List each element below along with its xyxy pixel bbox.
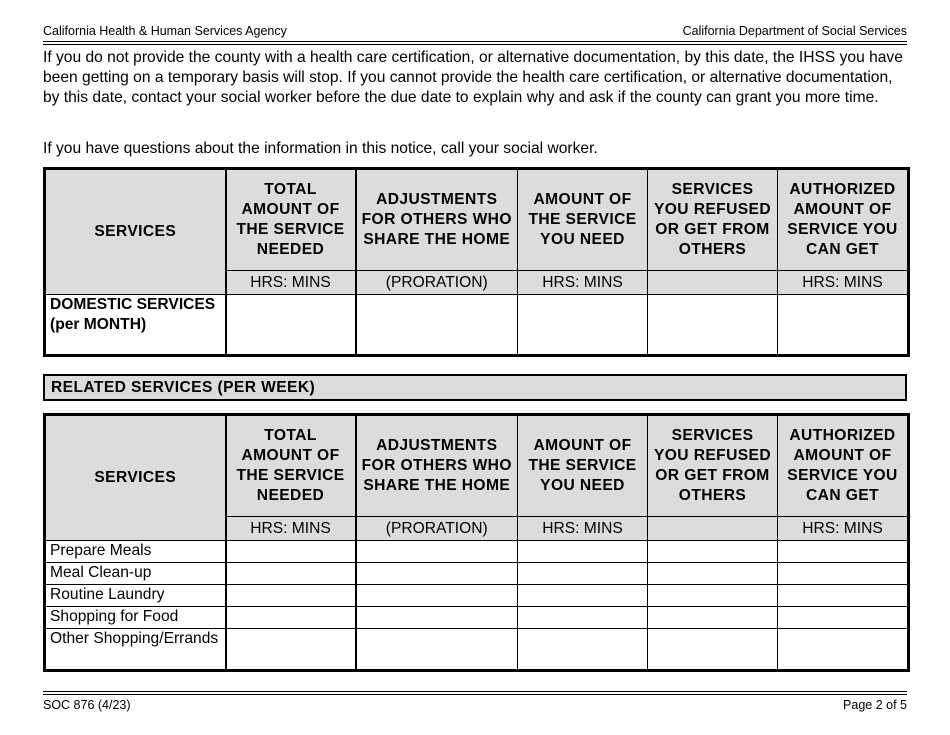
cell-refused[interactable] bbox=[648, 295, 778, 356]
cell-authorized[interactable] bbox=[778, 585, 909, 607]
unit-proration: (PRORATION) bbox=[356, 517, 518, 541]
unit-hrs-mins: HRS: MINS bbox=[518, 271, 648, 295]
cell-authorized[interactable] bbox=[778, 563, 909, 585]
col-amount-you-need: AMOUNT OF THE SERVICE YOU NEED bbox=[518, 415, 648, 517]
table-row bbox=[45, 563, 909, 585]
cell-total-needed[interactable] bbox=[226, 607, 356, 629]
cell-refused[interactable] bbox=[648, 607, 778, 629]
col-services: SERVICES bbox=[45, 169, 226, 295]
table-row bbox=[45, 541, 909, 563]
cell-amount-you-need[interactable] bbox=[518, 607, 648, 629]
row-label-domestic: DOMESTIC SERVICES (per MONTH) bbox=[45, 295, 226, 356]
related-services-table bbox=[43, 413, 910, 672]
cell-amount-you-need[interactable] bbox=[518, 563, 648, 585]
col-total-needed: TOTAL AMOUNT OF THE SERVICE NEEDED bbox=[226, 169, 356, 271]
footer-rule bbox=[43, 691, 907, 695]
unit-hrs-mins: HRS: MINS bbox=[518, 517, 648, 541]
cell-refused[interactable] bbox=[648, 629, 778, 671]
cell-amount-you-need[interactable] bbox=[518, 541, 648, 563]
header-rule bbox=[43, 41, 907, 45]
cell-refused[interactable] bbox=[648, 541, 778, 563]
col-adjustments: ADJUSTMENTS FOR OTHERS WHO SHARE THE HOME bbox=[356, 415, 518, 517]
col-total-needed: TOTAL AMOUNT OF THE SERVICE NEEDED bbox=[226, 415, 356, 517]
cell-adjustments[interactable] bbox=[356, 629, 518, 671]
row-label-routine-laundry: Routine Laundry bbox=[45, 585, 226, 607]
cell-adjustments[interactable] bbox=[356, 541, 518, 563]
cell-total-needed[interactable] bbox=[226, 563, 356, 585]
paragraph-deadline: If you do not provide the county with a health care certification, or alternative documentation, by this date, the IHSS you have been getting on a temporary basis will stop. If you cannot provide the health care certification, or alternative documentation, by this date, contact your social worker before the due date to explain why and ask if the county can grant you more time. bbox=[43, 49, 903, 106]
cell-adjustments[interactable] bbox=[356, 563, 518, 585]
col-authorized: AUTHORIZED AMOUNT OF SERVICE YOU CAN GET bbox=[778, 169, 909, 271]
agency-name: California Health & Human Services Agency bbox=[43, 24, 287, 38]
unit-hrs-mins: HRS: MINS bbox=[778, 517, 909, 541]
cell-amount-you-need[interactable] bbox=[518, 295, 648, 356]
col-refused: SERVICES YOU REFUSED OR GET FROM OTHERS bbox=[648, 415, 778, 517]
col-refused: SERVICES YOU REFUSED OR GET FROM OTHERS bbox=[648, 169, 778, 271]
page-header bbox=[43, 23, 907, 40]
table-row bbox=[45, 607, 909, 629]
cell-total-needed[interactable] bbox=[226, 629, 356, 671]
unit-hrs-mins: HRS: MINS bbox=[226, 271, 356, 295]
unit-proration: (PRORATION) bbox=[356, 271, 518, 295]
form-id: SOC 876 (4/23) bbox=[43, 698, 131, 712]
cell-authorized[interactable] bbox=[778, 629, 909, 671]
page-footer bbox=[43, 697, 907, 714]
row-label-shopping-for-food: Shopping for Food bbox=[45, 607, 226, 629]
row-label-prepare-meals: Prepare Meals bbox=[45, 541, 226, 563]
col-services: SERVICES bbox=[45, 415, 226, 541]
unit-hrs-mins: HRS: MINS bbox=[226, 517, 356, 541]
page-number: Page 2 of 5 bbox=[843, 698, 907, 712]
domestic-services-table bbox=[43, 167, 910, 357]
col-amount-you-need: AMOUNT OF THE SERVICE YOU NEED bbox=[518, 169, 648, 271]
cell-total-needed[interactable] bbox=[226, 541, 356, 563]
unit-blank bbox=[648, 517, 778, 541]
col-adjustments: ADJUSTMENTS FOR OTHERS WHO SHARE THE HOME bbox=[356, 169, 518, 271]
cell-total-needed[interactable] bbox=[226, 295, 356, 356]
unit-blank bbox=[648, 271, 778, 295]
cell-adjustments[interactable] bbox=[356, 585, 518, 607]
row-label-other-shopping: Other Shopping/Errands bbox=[45, 629, 226, 671]
cell-total-needed[interactable] bbox=[226, 585, 356, 607]
col-authorized: AUTHORIZED AMOUNT OF SERVICE YOU CAN GET bbox=[778, 415, 909, 517]
unit-hrs-mins: HRS: MINS bbox=[778, 271, 909, 295]
cell-authorized[interactable] bbox=[778, 295, 909, 356]
cell-authorized[interactable] bbox=[778, 541, 909, 563]
cell-amount-you-need[interactable] bbox=[518, 629, 648, 671]
department-name: California Department of Social Services bbox=[682, 24, 907, 38]
paragraph-questions: If you have questions about the information in this notice, call your social worker. bbox=[43, 140, 598, 157]
cell-amount-you-need[interactable] bbox=[518, 585, 648, 607]
row-label-meal-clean-up: Meal Clean-up bbox=[45, 563, 226, 585]
related-services-title: RELATED SERVICES (PER WEEK) bbox=[43, 374, 907, 401]
cell-refused[interactable] bbox=[648, 563, 778, 585]
cell-authorized[interactable] bbox=[778, 607, 909, 629]
table-row bbox=[45, 629, 909, 671]
cell-adjustments[interactable] bbox=[356, 607, 518, 629]
cell-refused[interactable] bbox=[648, 585, 778, 607]
table-row bbox=[45, 585, 909, 607]
cell-adjustments[interactable] bbox=[356, 295, 518, 356]
